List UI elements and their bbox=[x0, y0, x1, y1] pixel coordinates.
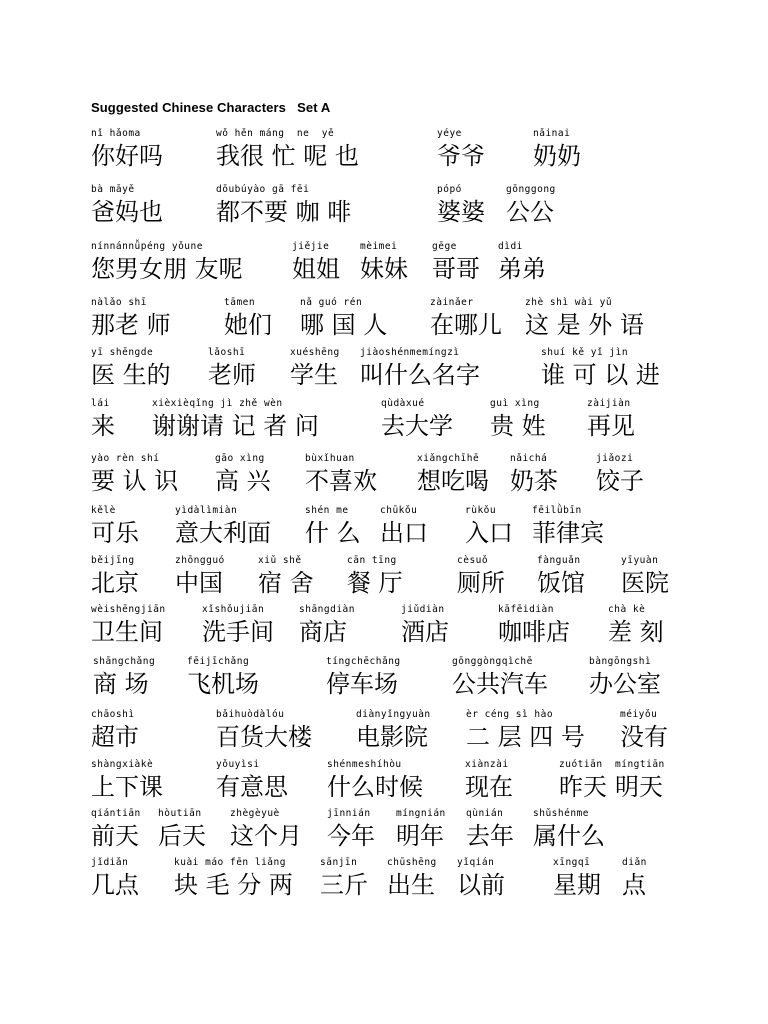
hanzi-text: 几点 bbox=[91, 871, 139, 899]
pinyin-text: yào rèn shí bbox=[91, 453, 160, 464]
hanzi-text: 饭馆 bbox=[537, 569, 585, 597]
pinyin-text: shénmeshíhòu bbox=[327, 759, 402, 770]
pinyin-text: rùkǒu bbox=[465, 505, 497, 516]
pinyin-text: diànyǐngyuàn bbox=[356, 709, 431, 720]
hanzi-text: 意大利面 bbox=[175, 519, 271, 547]
hanzi-text: 洗手间 bbox=[202, 618, 274, 646]
hanzi-text: 那老 师 bbox=[91, 311, 171, 339]
pinyin-text: shǔshénme bbox=[533, 808, 589, 819]
pinyin-text: shén me bbox=[305, 505, 349, 516]
pinyin-text: guì xìng bbox=[490, 398, 540, 409]
hanzi-text: 谢谢请 记 者 问 bbox=[152, 412, 319, 440]
hanzi-text: 没有 bbox=[620, 723, 668, 751]
hanzi-text: 宿 舍 bbox=[258, 569, 314, 597]
pinyin-text: bǎihuòdàlóu bbox=[216, 709, 285, 720]
pinyin-text: jīnnián bbox=[327, 808, 371, 819]
pinyin-text: yǐqián bbox=[457, 857, 495, 868]
hanzi-text: 弟弟 bbox=[498, 255, 546, 283]
hanzi-text: 去年 bbox=[466, 822, 514, 850]
pinyin-text: zhōngguó bbox=[175, 555, 225, 566]
hanzi-text: 去大学 bbox=[381, 412, 453, 440]
pinyin-text: nàlǎo shī bbox=[91, 297, 147, 308]
pinyin-text: nǎinai bbox=[533, 128, 571, 139]
pinyin-text: fēijīchǎng bbox=[187, 656, 250, 667]
pinyin-text: wèishēngjiān bbox=[91, 604, 166, 615]
pinyin-text: chà kè bbox=[608, 604, 646, 615]
pinyin-text: nínnánnǚpéng yǒune bbox=[91, 241, 203, 252]
pinyin-text: zuótiān bbox=[559, 759, 603, 770]
hanzi-text: 要 认 识 bbox=[91, 467, 179, 495]
hanzi-text: 超市 bbox=[91, 723, 139, 751]
hanzi-text: 出口 bbox=[380, 519, 428, 547]
hanzi-text: 公共汽车 bbox=[452, 670, 548, 698]
hanzi-text: 酒店 bbox=[401, 618, 449, 646]
pinyin-text: xiǔ shě bbox=[258, 555, 302, 566]
hanzi-text: 停车场 bbox=[326, 670, 398, 698]
pinyin-text: gōnggòngqìchē bbox=[452, 656, 533, 667]
hanzi-text: 叫什么名字 bbox=[360, 361, 480, 389]
hanzi-text: 老师 bbox=[208, 361, 256, 389]
hanzi-text: 办公室 bbox=[589, 670, 661, 698]
document-title: Suggested Chinese Characters Set A bbox=[91, 100, 331, 115]
pinyin-text: wǒ hěn máng ne yě bbox=[216, 128, 335, 139]
pinyin-text: jiǎozi bbox=[596, 453, 634, 464]
pinyin-text: zàinǎer bbox=[430, 297, 474, 308]
hanzi-text: 昨天 bbox=[559, 773, 607, 801]
hanzi-text: 后天 bbox=[158, 822, 206, 850]
hanzi-text: 点 bbox=[622, 871, 646, 899]
pinyin-text: pópó bbox=[437, 184, 462, 195]
hanzi-text: 我很 忙 呢 也 bbox=[216, 142, 359, 170]
pinyin-text: gēge bbox=[432, 241, 457, 252]
hanzi-text: 姐姐 bbox=[292, 255, 340, 283]
hanzi-text: 不喜欢 bbox=[305, 467, 377, 495]
pinyin-text: lǎoshī bbox=[208, 347, 246, 358]
hanzi-text: 这个月 bbox=[230, 822, 302, 850]
pinyin-text: dōubúyào gā fēi bbox=[216, 184, 310, 195]
pinyin-text: míngtiān bbox=[615, 759, 665, 770]
pinyin-text: shuí kě yǐ jìn bbox=[541, 347, 629, 358]
pinyin-text: qùnián bbox=[466, 808, 504, 819]
hanzi-text: 现在 bbox=[465, 773, 513, 801]
hanzi-text: 中国 bbox=[175, 569, 223, 597]
hanzi-text: 公公 bbox=[506, 198, 554, 226]
hanzi-text: 出生 bbox=[387, 871, 435, 899]
pinyin-text: diǎn bbox=[622, 857, 647, 868]
hanzi-text: 医 生的 bbox=[91, 361, 171, 389]
pinyin-text: fēilǜbīn bbox=[532, 505, 582, 516]
pinyin-text: xiànzài bbox=[465, 759, 509, 770]
pinyin-text: cèsuǒ bbox=[457, 555, 489, 566]
pinyin-text: yǒuyìsi bbox=[216, 759, 260, 770]
pinyin-text: bà māyě bbox=[91, 184, 135, 195]
hanzi-text: 什 么 bbox=[305, 519, 361, 547]
hanzi-text: 婆婆 bbox=[437, 198, 485, 226]
hanzi-text: 百货大楼 bbox=[216, 723, 312, 751]
pinyin-text: fànguǎn bbox=[537, 555, 581, 566]
pinyin-text: dìdi bbox=[498, 241, 523, 252]
pinyin-text: méiyǒu bbox=[620, 709, 658, 720]
hanzi-text: 想吃喝 bbox=[417, 467, 489, 495]
pinyin-text: míngnián bbox=[396, 808, 446, 819]
pinyin-text: yìdàlìmiàn bbox=[175, 505, 238, 516]
pinyin-text: bàngōngshì bbox=[589, 656, 652, 667]
pinyin-text: xǐshǒujiān bbox=[202, 604, 265, 615]
hanzi-text: 她们 bbox=[224, 311, 272, 339]
hanzi-text: 厕所 bbox=[457, 569, 505, 597]
pinyin-text: jiějie bbox=[292, 241, 330, 252]
hanzi-text: 有意思 bbox=[216, 773, 288, 801]
hanzi-text: 爸妈也 bbox=[91, 198, 163, 226]
pinyin-text: nǎichá bbox=[510, 453, 548, 464]
hanzi-text: 属什么 bbox=[533, 822, 605, 850]
pinyin-text: xiǎngchīhē bbox=[417, 453, 480, 464]
hanzi-text: 饺子 bbox=[596, 467, 644, 495]
hanzi-text: 奶奶 bbox=[533, 142, 581, 170]
hanzi-text: 商店 bbox=[299, 618, 347, 646]
pinyin-text: gōnggong bbox=[506, 184, 556, 195]
pinyin-text: jiàoshénmemíngzì bbox=[360, 347, 460, 358]
pinyin-text: yīyuàn bbox=[621, 555, 659, 566]
pinyin-text: tāmen bbox=[224, 297, 256, 308]
hanzi-text: 咖啡店 bbox=[498, 618, 570, 646]
hanzi-text: 哥哥 bbox=[432, 255, 480, 283]
hanzi-text: 爷爷 bbox=[437, 142, 485, 170]
hanzi-text: 哪 国 人 bbox=[300, 311, 388, 339]
hanzi-text: 餐 厅 bbox=[347, 569, 403, 597]
pinyin-text: xīngqī bbox=[553, 857, 591, 868]
pinyin-text: gāo xìng bbox=[215, 453, 265, 464]
hanzi-text: 明年 bbox=[396, 822, 444, 850]
pinyin-text: chāoshì bbox=[91, 709, 135, 720]
hanzi-text: 妹妹 bbox=[360, 255, 408, 283]
pinyin-text: shàngxiàkè bbox=[91, 759, 154, 770]
hanzi-text: 奶茶 bbox=[510, 467, 558, 495]
hanzi-text: 以前 bbox=[457, 871, 505, 899]
pinyin-text: zhègèyuè bbox=[230, 808, 280, 819]
pinyin-text: èr céng sì hào bbox=[466, 709, 554, 720]
hanzi-text: 学生 bbox=[290, 361, 338, 389]
pinyin-text: tíngchēchǎng bbox=[326, 656, 401, 667]
pinyin-text: lái bbox=[91, 398, 110, 409]
hanzi-text: 今年 bbox=[327, 822, 375, 850]
pinyin-text: běijīng bbox=[91, 555, 135, 566]
pinyin-text: shāngchǎng bbox=[93, 656, 156, 667]
hanzi-text: 高 兴 bbox=[215, 467, 271, 495]
pinyin-text: yī shēngde bbox=[91, 347, 154, 358]
hanzi-text: 北京 bbox=[91, 569, 139, 597]
hanzi-text: 三斤 bbox=[320, 871, 368, 899]
pinyin-text: nǎ guó rén bbox=[300, 297, 363, 308]
pinyin-text: chūkǒu bbox=[380, 505, 418, 516]
pinyin-text: hòutiān bbox=[158, 808, 202, 819]
pinyin-text: bùxǐhuan bbox=[305, 453, 355, 464]
pinyin-text: sānjīn bbox=[320, 857, 358, 868]
hanzi-text: 再见 bbox=[587, 412, 635, 440]
pinyin-text: nǐ hǎoma bbox=[91, 128, 141, 139]
hanzi-text: 明天 bbox=[615, 773, 663, 801]
hanzi-text: 您男女朋 友呢 bbox=[91, 255, 243, 283]
pinyin-text: qùdàxué bbox=[381, 398, 425, 409]
hanzi-text: 二 层 四 号 bbox=[466, 723, 585, 751]
hanzi-text: 商 场 bbox=[93, 670, 149, 698]
pinyin-text: yéye bbox=[437, 128, 462, 139]
hanzi-text: 可乐 bbox=[91, 519, 139, 547]
hanzi-text: 都不要 咖 啡 bbox=[216, 198, 352, 226]
hanzi-text: 星期 bbox=[553, 871, 601, 899]
pinyin-text: qiántiān bbox=[91, 808, 141, 819]
pinyin-text: zhè shì wài yǔ bbox=[525, 297, 613, 308]
hanzi-text: 上下课 bbox=[91, 773, 163, 801]
hanzi-text: 来 bbox=[91, 412, 115, 440]
hanzi-text: 菲律宾 bbox=[532, 519, 604, 547]
hanzi-text: 这 是 外 语 bbox=[525, 311, 644, 339]
hanzi-text: 什么时候 bbox=[327, 773, 423, 801]
pinyin-text: chūshēng bbox=[387, 857, 437, 868]
pinyin-text: jǐdiǎn bbox=[91, 857, 129, 868]
pinyin-text: shāngdiàn bbox=[299, 604, 355, 615]
hanzi-text: 贵 姓 bbox=[490, 412, 546, 440]
pinyin-text: zàijiàn bbox=[587, 398, 631, 409]
hanzi-text: 在哪儿 bbox=[430, 311, 502, 339]
pinyin-text: jiǔdiàn bbox=[401, 604, 445, 615]
hanzi-text: 飞机场 bbox=[187, 670, 259, 698]
hanzi-text: 医院 bbox=[621, 569, 669, 597]
hanzi-text: 你好吗 bbox=[91, 142, 163, 170]
hanzi-text: 前天 bbox=[91, 822, 139, 850]
hanzi-text: 卫生间 bbox=[91, 618, 163, 646]
pinyin-text: cān tīng bbox=[347, 555, 397, 566]
hanzi-text: 块 毛 分 两 bbox=[174, 871, 293, 899]
hanzi-text: 差 刻 bbox=[608, 618, 664, 646]
pinyin-text: xuéshēng bbox=[290, 347, 340, 358]
hanzi-text: 谁 可 以 进 bbox=[541, 361, 660, 389]
pinyin-text: xièxièqǐng jì zhě wèn bbox=[152, 398, 283, 409]
pinyin-text: kuài máo fēn liǎng bbox=[174, 857, 286, 868]
pinyin-text: kělè bbox=[91, 505, 116, 516]
pinyin-text: kāfēidiàn bbox=[498, 604, 554, 615]
hanzi-text: 电影院 bbox=[356, 723, 428, 751]
hanzi-text: 入口 bbox=[465, 519, 513, 547]
pinyin-text: mèimei bbox=[360, 241, 398, 252]
